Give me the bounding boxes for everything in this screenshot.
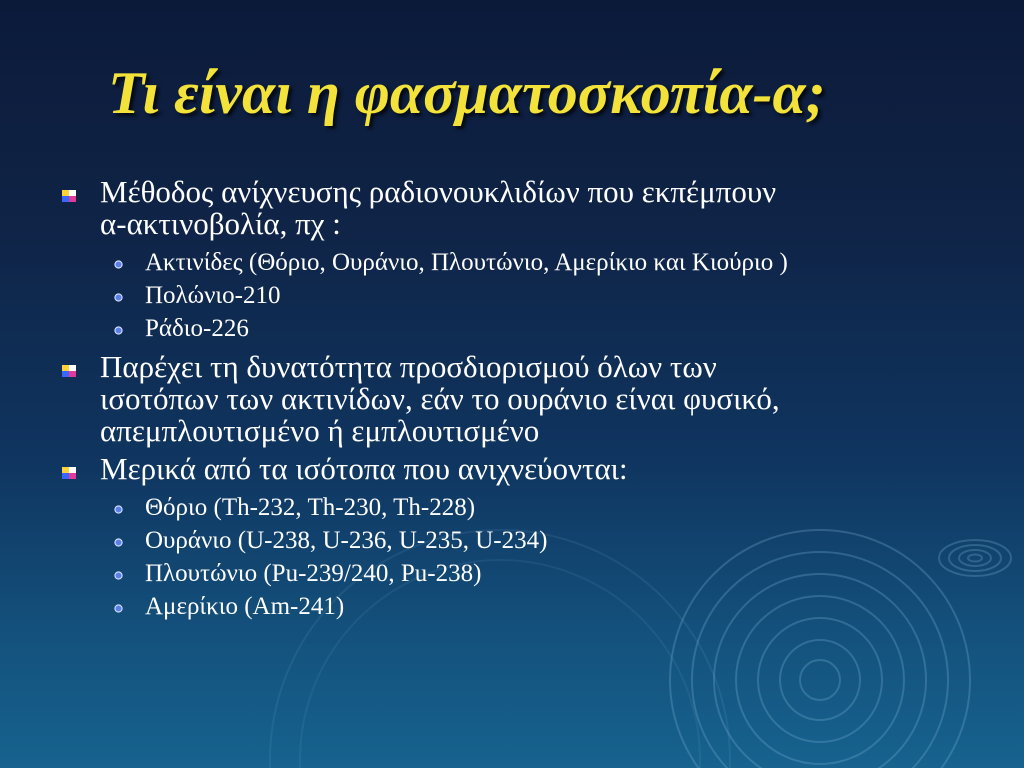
sub-list-3 <box>60 491 960 623</box>
circle-bullet-icon <box>114 326 123 335</box>
bullet-text-line: Μερικά από τα ισότοπα που ανιχνεύονται: <box>100 451 628 486</box>
sub-item <box>60 279 960 312</box>
bullet-text-line: Μέθοδος ανίχνευσης ραδιονουκλιδίων που εκπέμπουν <box>100 174 777 209</box>
sub-item-text: Ουράνιο (U-238, U-236, U-235, U-234) <box>145 527 548 554</box>
circle-bullet-icon <box>114 538 123 547</box>
sub-item-text: Αμερίκιο (Am-241) <box>145 593 345 620</box>
bullet-item-1 <box>60 176 960 240</box>
sub-item <box>60 590 960 623</box>
bullet-list <box>60 176 960 629</box>
sub-item <box>60 491 960 524</box>
bullet-item-3 <box>60 453 960 485</box>
sub-item-text: Πλουτώνιο (Pu-239/240, Pu-238) <box>145 560 482 587</box>
square-bullet-icon <box>62 190 76 202</box>
sub-item <box>60 524 960 557</box>
slide-title: Τι είναι η φασματοσκοπία-α; <box>108 60 826 126</box>
sub-item-text: Ακτινίδες (Θόριο, Ουράνιο, Πλουτώνιο, Αμερίκιο και Κιούριο ) <box>145 249 788 276</box>
sub-list-1 <box>60 246 960 345</box>
circle-bullet-icon <box>114 505 123 514</box>
circle-bullet-icon <box>114 604 123 613</box>
sub-item-text: Ράδιο-226 <box>145 315 249 342</box>
sub-item-text: Θόριο (Th-232, Th-230, Th-228) <box>145 494 476 521</box>
square-bullet-icon <box>62 467 76 479</box>
bullet-text-line: απεμπλουτισμένο ή εμπλουτισμένο <box>100 413 540 448</box>
sub-item-text: Πολώνιο-210 <box>145 282 281 309</box>
sub-item <box>60 312 960 345</box>
bullet-item-2 <box>60 351 960 447</box>
circle-bullet-icon <box>114 293 123 302</box>
sub-item <box>60 246 960 279</box>
bullet-text-line: Παρέχει τη δυνατότητα προσδιορισμού όλων των <box>100 349 717 384</box>
sub-item <box>60 557 960 590</box>
square-bullet-icon <box>62 365 76 377</box>
circle-bullet-icon <box>114 260 123 269</box>
bullet-text-line: ισοτόπων των ακτινίδων, εάν το ουράνιο είναι φυσικό, <box>100 381 780 416</box>
bullet-text-line: α-ακτινοβολία, πχ : <box>100 206 341 241</box>
circle-bullet-icon <box>114 571 123 580</box>
